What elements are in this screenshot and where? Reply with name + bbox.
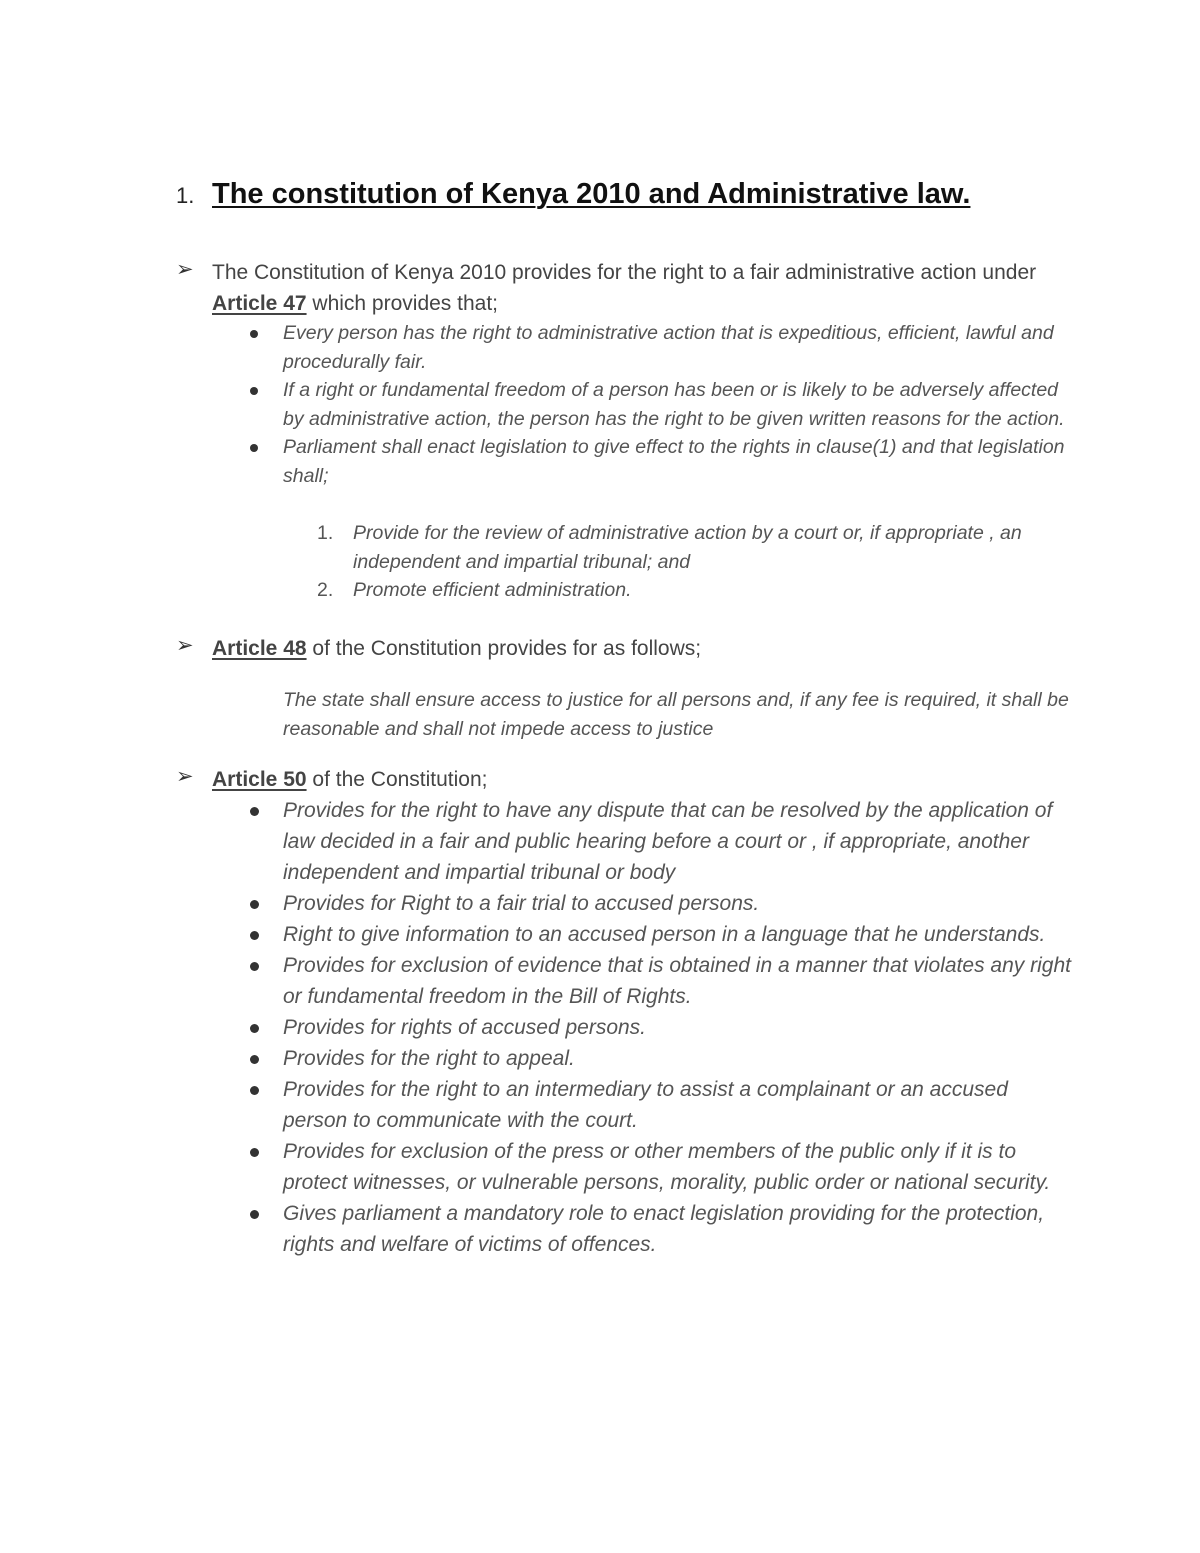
list-item-text: Provides for the right to have any dispute that can be resolved by the application of law decided in a fair and public hearing before a court or , if appropriate, another independent and impartial tribunal or body <box>283 799 1053 884</box>
list-item-text: Right to give information to an accused person in a language that he understands. <box>283 923 1046 946</box>
bullet-dot-icon <box>250 1086 259 1095</box>
section-47-intro <box>212 257 1076 319</box>
bullet-dot-icon <box>250 387 258 395</box>
bullet-dot-icon <box>250 962 259 971</box>
article-47-ref: Article 47 <box>212 292 307 315</box>
list-item <box>246 376 1076 433</box>
bullet-dot-icon <box>250 1055 259 1064</box>
list-item <box>317 576 1057 605</box>
list-number: 1. <box>317 522 334 544</box>
section-50-intro <box>212 764 1076 795</box>
bullet-dot-icon <box>250 444 258 452</box>
bullet-dot-icon <box>250 1024 259 1033</box>
bullet-dot-icon <box>250 1210 259 1219</box>
section-47-numbered-list <box>317 519 1057 605</box>
article-50-ref: Article 50 <box>212 768 307 791</box>
list-item-text: Provides for exclusion of evidence that is obtained in a manner that violates any right or fundamental freedom in the Bill of Rights. <box>283 954 1071 1008</box>
section-50-intro-after: of the Constitution; <box>306 768 488 791</box>
arrow-bullet-icon: ➢ <box>176 258 194 281</box>
list-item <box>246 319 1076 376</box>
section-48-intro <box>212 633 1076 664</box>
list-item-text: Provides for rights of accused persons. <box>283 1016 647 1039</box>
section-article-48 <box>176 633 1076 664</box>
list-item <box>246 795 1076 888</box>
list-item <box>246 919 1076 950</box>
page-heading <box>176 178 1136 211</box>
heading-number: 1. <box>176 183 195 208</box>
list-item-text: Every person has the right to administrative action that is expeditious, efficient, lawful and procedurally fair. <box>283 322 1054 373</box>
section-50-bullet-list <box>246 795 1076 1260</box>
list-number: 2. <box>317 579 334 601</box>
bullet-dot-icon <box>250 1148 259 1157</box>
section-article-50 <box>176 764 1076 795</box>
list-item-text: Parliament shall enact legislation to give effect to the rights in clause(1) and that legislation shall; <box>283 436 1065 487</box>
bullet-dot-icon <box>250 900 259 909</box>
list-item-text: Provide for the review of administrative action by a court or, if appropriate , an independent and impartial tribunal; and <box>353 522 1022 573</box>
list-item <box>246 888 1076 919</box>
list-item-text: Provides for Right to a fair trial to accused persons. <box>283 892 760 915</box>
article-48-quote: The state shall ensure access to justice for all persons and, if any fee is required, it shall be reasonable and shall not impede access to justice <box>283 689 1069 740</box>
list-item <box>246 433 1076 490</box>
list-item <box>246 1074 1076 1136</box>
list-item-text: Provides for the right to appeal. <box>283 1047 575 1070</box>
bullet-dot-icon <box>250 807 259 816</box>
article-48-ref: Article 48 <box>212 637 307 660</box>
list-item-text: Provides for exclusion of the press or other members of the public only if it is to protect witnesses, or vulnerable persons, morality, public order or national security. <box>283 1140 1051 1194</box>
list-item <box>246 950 1076 1012</box>
heading-title: The constitution of Kenya 2010 and Administrative law. <box>212 178 971 210</box>
section-47-bullet-list <box>246 319 1076 490</box>
list-item <box>246 1136 1076 1198</box>
bullet-dot-icon <box>250 330 258 338</box>
list-item <box>246 1043 1076 1074</box>
section-48-intro-after: of the Constitution provides for as follows; <box>306 637 702 660</box>
arrow-bullet-icon: ➢ <box>176 634 194 657</box>
list-item <box>246 1012 1076 1043</box>
section-47-intro-before: The Constitution of Kenya 2010 provides for the right to a fair administrative action under <box>212 261 1037 284</box>
list-item-text: Promote efficient administration. <box>353 579 632 601</box>
section-47-intro-after: which provides that; <box>306 292 498 315</box>
arrow-bullet-icon: ➢ <box>176 765 194 788</box>
list-item <box>246 1198 1076 1260</box>
section-article-47 <box>176 257 1076 319</box>
list-item-text: Gives parliament a mandatory role to enact legislation providing for the protection, rights and welfare of victims of offences. <box>283 1202 1045 1256</box>
list-item-text: Provides for the right to an intermediary to assist a complainant or an accused person to communicate with the court. <box>283 1078 1008 1132</box>
list-item-text: If a right or fundamental freedom of a person has been or is likely to be adversely affected by administrative action, the person has the right to be given written reasons for the action. <box>283 379 1065 430</box>
list-item <box>317 519 1057 576</box>
bullet-dot-icon <box>250 931 259 940</box>
